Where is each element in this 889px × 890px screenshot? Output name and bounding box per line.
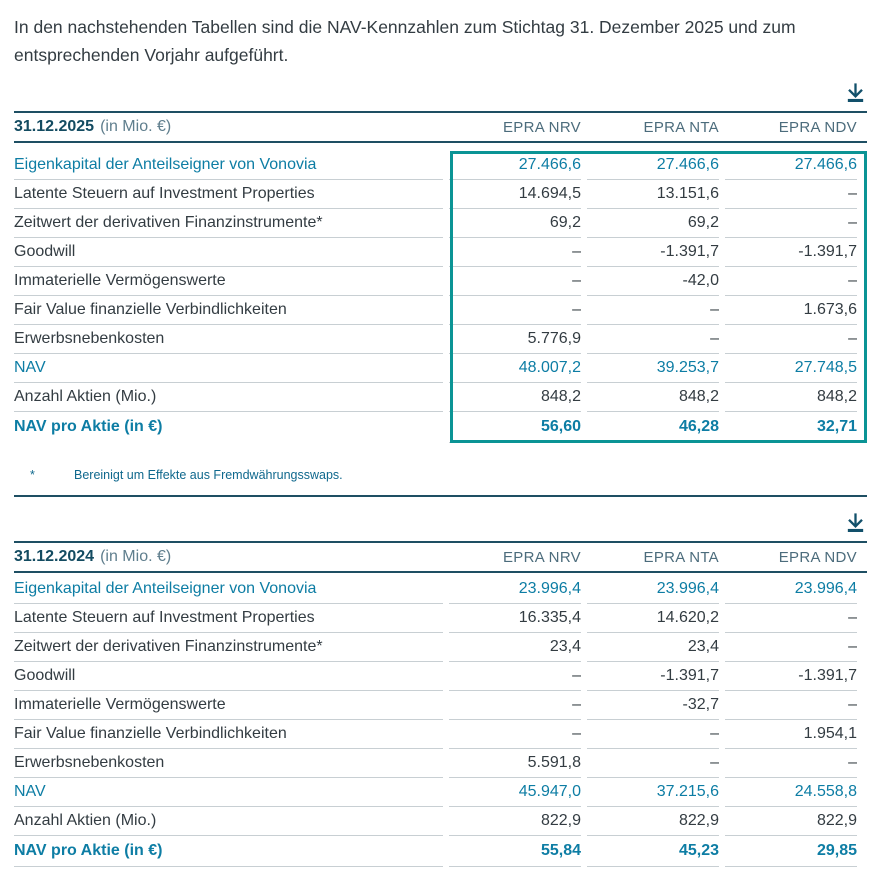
row-value: 45,23 xyxy=(587,836,719,867)
table-row xyxy=(14,209,867,238)
row-value: 24.558,8 xyxy=(725,778,857,807)
row-value: 48.007,2 xyxy=(449,354,581,383)
download-icon xyxy=(844,511,867,537)
row-value: 822,9 xyxy=(725,807,857,836)
table-header-row xyxy=(14,111,867,143)
table-unit: (in Mio. €) xyxy=(100,118,172,135)
row-label: Erwerbsnebenkosten xyxy=(14,749,443,778)
table-unit: (in Mio. €) xyxy=(100,548,172,565)
table-body-2024 xyxy=(14,575,867,867)
table-row xyxy=(14,749,867,778)
row-value: 23.996,4 xyxy=(587,575,719,604)
row-value: – xyxy=(725,604,857,633)
row-value: 27.466,6 xyxy=(587,151,719,180)
row-label: Eigenkapital der Anteilseigner von Vonovia xyxy=(14,151,443,180)
row-value: 1.954,1 xyxy=(725,720,857,749)
section-divider xyxy=(14,495,867,497)
row-value: 27.466,6 xyxy=(725,151,857,180)
row-value: 69,2 xyxy=(587,209,719,238)
row-value: 848,2 xyxy=(449,383,581,412)
table-row xyxy=(14,807,867,836)
table-date: 31.12.2025 xyxy=(14,118,95,135)
row-label: Erwerbsnebenkosten xyxy=(14,325,443,354)
row-label: Anzahl Aktien (Mio.) xyxy=(14,807,443,836)
row-label: NAV pro Aktie (in €) xyxy=(14,836,443,867)
row-value: 27.748,5 xyxy=(725,354,857,383)
intro-paragraph: In den nachstehenden Tabellen sind die NAV-Kennzahlen zum Stichtag 31. Dezember 2025 und zum entsprechenden Vorjahr aufgeführt. xyxy=(14,17,796,65)
row-label: NAV xyxy=(14,354,443,383)
table-row xyxy=(14,720,867,749)
row-value: 23.996,4 xyxy=(725,575,857,604)
row-label: Zeitwert der derivativen Finanzinstrumente* xyxy=(14,633,443,662)
download-button[interactable] xyxy=(844,511,867,537)
row-label: Goodwill xyxy=(14,662,443,691)
row-value: -1.391,7 xyxy=(725,238,857,267)
row-value: 848,2 xyxy=(587,383,719,412)
row-value: – xyxy=(587,720,719,749)
table-row xyxy=(14,354,867,383)
table-row xyxy=(14,267,867,296)
row-value: – xyxy=(449,267,581,296)
row-value: 46,28 xyxy=(587,412,719,443)
table-row xyxy=(14,180,867,209)
row-value: 23.996,4 xyxy=(449,575,581,604)
row-value: – xyxy=(725,180,857,209)
row-value: 5.776,9 xyxy=(449,325,581,354)
row-value: -42,0 xyxy=(587,267,719,296)
row-value: 13.151,6 xyxy=(587,180,719,209)
row-value: 5.591,8 xyxy=(449,749,581,778)
row-label: Immaterielle Vermögenswerte xyxy=(14,691,443,720)
row-value: – xyxy=(449,238,581,267)
table-title xyxy=(14,548,443,566)
row-label: Immaterielle Vermögenswerte xyxy=(14,267,443,296)
row-value: – xyxy=(587,296,719,325)
row-value: 37.215,6 xyxy=(587,778,719,807)
download-icon xyxy=(844,81,867,107)
table-body-2025 xyxy=(14,151,867,443)
row-value: 23,4 xyxy=(449,633,581,662)
nav-table-section-2025 xyxy=(14,81,867,497)
table-header-row xyxy=(14,541,867,573)
row-value: 69,2 xyxy=(449,209,581,238)
row-value: – xyxy=(725,633,857,662)
row-label: Fair Value finanzielle Verbindlichkeiten xyxy=(14,720,443,749)
table-row xyxy=(14,412,867,443)
row-value: 55,84 xyxy=(449,836,581,867)
row-value: – xyxy=(449,662,581,691)
row-label: Anzahl Aktien (Mio.) xyxy=(14,383,443,412)
table-row xyxy=(14,836,867,867)
row-value: 23,4 xyxy=(587,633,719,662)
row-value: 45.947,0 xyxy=(449,778,581,807)
table-row xyxy=(14,604,867,633)
row-value: 1.673,6 xyxy=(725,296,857,325)
row-value: – xyxy=(725,209,857,238)
column-header-epra-nrv: EPRA NRV xyxy=(503,548,581,566)
row-value: 14.620,2 xyxy=(587,604,719,633)
footnote xyxy=(14,467,867,483)
row-value: -1.391,7 xyxy=(587,238,719,267)
row-value: -1.391,7 xyxy=(587,662,719,691)
row-value: 16.335,4 xyxy=(449,604,581,633)
row-value: 39.253,7 xyxy=(587,354,719,383)
row-value: – xyxy=(587,749,719,778)
column-header-epra-nrv: EPRA NRV xyxy=(503,118,581,136)
row-value: 848,2 xyxy=(725,383,857,412)
row-label: Goodwill xyxy=(14,238,443,267)
table-row xyxy=(14,662,867,691)
table-row xyxy=(14,238,867,267)
row-label: Zeitwert der derivativen Finanzinstrumente* xyxy=(14,209,443,238)
table-row xyxy=(14,778,867,807)
table-row xyxy=(14,633,867,662)
row-label: Eigenkapital der Anteilseigner von Vonovia xyxy=(14,575,443,604)
row-value: 27.466,6 xyxy=(449,151,581,180)
row-value: 56,60 xyxy=(449,412,581,443)
row-value: – xyxy=(449,720,581,749)
column-header-epra-nta: EPRA NTA xyxy=(643,548,719,566)
row-value: – xyxy=(725,749,857,778)
row-value: 822,9 xyxy=(587,807,719,836)
row-value: 14.694,5 xyxy=(449,180,581,209)
row-value: 32,71 xyxy=(725,412,857,443)
row-value: -1.391,7 xyxy=(725,662,857,691)
row-value: – xyxy=(725,691,857,720)
table-toolbar xyxy=(14,509,867,537)
row-value: – xyxy=(449,691,581,720)
footnote-marker: * xyxy=(30,468,35,482)
footnote-text: Bereinigt um Effekte aus Fremdwährungsswaps. xyxy=(74,468,343,482)
row-label: Fair Value finanzielle Verbindlichkeiten xyxy=(14,296,443,325)
table-row xyxy=(14,151,867,180)
row-label: NAV pro Aktie (in €) xyxy=(14,418,163,435)
row-label: NAV xyxy=(14,778,443,807)
column-header-epra-ndv: EPRA NDV xyxy=(778,548,857,566)
row-label: Latente Steuern auf Investment Properties xyxy=(14,180,443,209)
table-title xyxy=(14,118,443,136)
table-row xyxy=(14,383,867,412)
row-value: 822,9 xyxy=(449,807,581,836)
table-date: 31.12.2024 xyxy=(14,548,95,565)
table-row xyxy=(14,575,867,604)
table-row xyxy=(14,296,867,325)
row-value: – xyxy=(725,325,857,354)
row-value: -32,7 xyxy=(587,691,719,720)
table-row xyxy=(14,691,867,720)
row-value: – xyxy=(449,296,581,325)
table-toolbar xyxy=(14,81,867,107)
row-value: – xyxy=(587,325,719,354)
nav-table-section-2024 xyxy=(14,509,867,867)
column-header-epra-ndv: EPRA NDV xyxy=(778,118,857,136)
column-header-epra-nta: EPRA NTA xyxy=(643,118,719,136)
row-value: 29,85 xyxy=(725,836,857,867)
row-value: – xyxy=(725,267,857,296)
table-row xyxy=(14,325,867,354)
row-label: Latente Steuern auf Investment Properties xyxy=(14,604,443,633)
download-button[interactable] xyxy=(844,81,867,107)
